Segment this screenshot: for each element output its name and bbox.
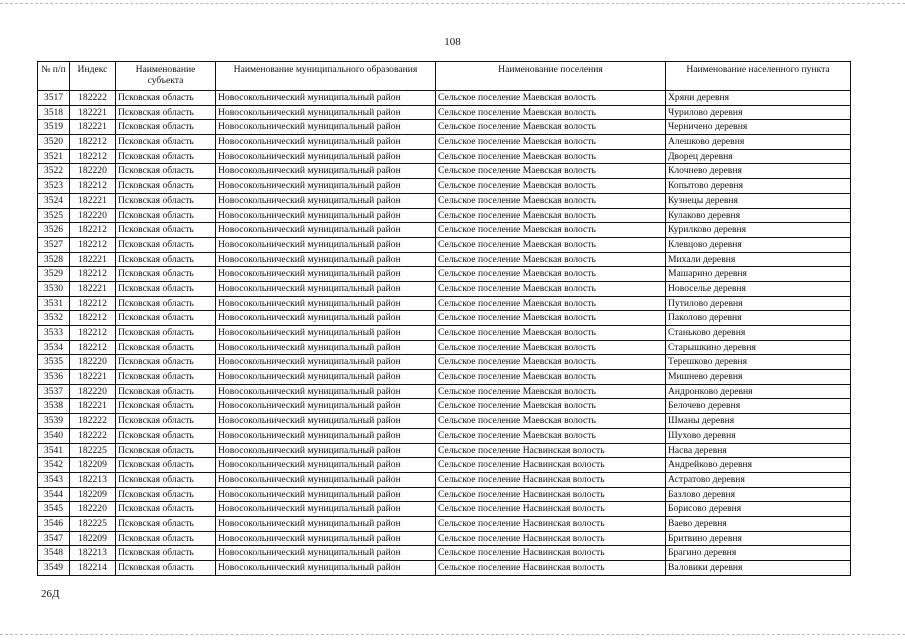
cell-municipality: Новосокольнический муниципальный район <box>216 281 436 296</box>
cell-settlement: Сельское поселение Маевская волость <box>436 267 666 282</box>
cell-number: 3544 <box>38 487 70 502</box>
cell-number: 3519 <box>38 120 70 135</box>
cell-settlement: Сельское поселение Маевская волость <box>436 414 666 429</box>
cell-index: 182212 <box>70 340 116 355</box>
cell-locality: Копытово деревня <box>666 179 851 194</box>
cell-municipality: Новосокольнический муниципальный район <box>216 472 436 487</box>
cell-locality: Черничено деревня <box>666 120 851 135</box>
cell-index: 182209 <box>70 458 116 473</box>
footer-code: 26Д <box>41 588 60 600</box>
cell-index: 182209 <box>70 487 116 502</box>
table-row <box>38 443 851 458</box>
table-row <box>38 164 851 179</box>
cell-subject: Псковская область <box>116 281 216 296</box>
cell-subject: Псковская область <box>116 91 216 106</box>
cell-number: 3532 <box>38 311 70 326</box>
cell-subject: Псковская область <box>116 311 216 326</box>
cell-subject: Псковская область <box>116 516 216 531</box>
cell-settlement: Сельское поселение Маевская волость <box>436 326 666 341</box>
cell-index: 182220 <box>70 164 116 179</box>
cell-settlement: Сельское поселение Маевская волость <box>436 193 666 208</box>
cell-locality: Кузнецы деревня <box>666 193 851 208</box>
cell-settlement: Сельское поселение Маевская волость <box>436 340 666 355</box>
cell-index: 182212 <box>70 267 116 282</box>
cell-locality: Кулаково деревня <box>666 208 851 223</box>
cell-number: 3546 <box>38 516 70 531</box>
cell-number: 3526 <box>38 223 70 238</box>
cell-locality: Шухово деревня <box>666 428 851 443</box>
cell-index: 182220 <box>70 355 116 370</box>
cell-number: 3539 <box>38 414 70 429</box>
scan-edge-top <box>0 3 905 4</box>
cell-municipality: Новосокольнический муниципальный район <box>216 267 436 282</box>
cell-locality: Чурилово деревня <box>666 105 851 120</box>
cell-number: 3534 <box>38 340 70 355</box>
cell-locality: Старышкино деревня <box>666 340 851 355</box>
table-row <box>38 472 851 487</box>
table-row <box>38 326 851 341</box>
cell-settlement: Сельское поселение Маевская волость <box>436 311 666 326</box>
table-row <box>38 193 851 208</box>
cell-index: 182221 <box>70 370 116 385</box>
cell-index: 182214 <box>70 561 116 576</box>
table-row <box>38 384 851 399</box>
cell-number: 3545 <box>38 502 70 517</box>
cell-index: 182221 <box>70 399 116 414</box>
table-row <box>38 179 851 194</box>
cell-index: 182221 <box>70 252 116 267</box>
cell-subject: Псковская область <box>116 326 216 341</box>
cell-index: 182212 <box>70 326 116 341</box>
cell-index: 182222 <box>70 414 116 429</box>
cell-locality: Новоселье деревня <box>666 281 851 296</box>
cell-number: 3542 <box>38 458 70 473</box>
table-row <box>38 135 851 150</box>
cell-locality: Михали деревня <box>666 252 851 267</box>
cell-index: 182212 <box>70 311 116 326</box>
cell-municipality: Новосокольнический муниципальный район <box>216 223 436 238</box>
cell-subject: Псковская область <box>116 120 216 135</box>
cell-settlement: Сельское поселение Маевская волость <box>436 237 666 252</box>
cell-settlement: Сельское поселение Маевская волость <box>436 91 666 106</box>
cell-number: 3518 <box>38 105 70 120</box>
cell-settlement: Сельское поселение Маевская волость <box>436 179 666 194</box>
cell-municipality: Новосокольнический муниципальный район <box>216 428 436 443</box>
cell-municipality: Новосокольнический муниципальный район <box>216 399 436 414</box>
cell-index: 182220 <box>70 208 116 223</box>
cell-locality: Машарино деревня <box>666 267 851 282</box>
cell-settlement: Сельское поселение Маевская волость <box>436 370 666 385</box>
cell-settlement: Сельское поселение Маевская волость <box>436 281 666 296</box>
cell-settlement: Сельское поселение Маевская волость <box>436 135 666 150</box>
table-row <box>38 105 851 120</box>
cell-municipality: Новосокольнический муниципальный район <box>216 237 436 252</box>
cell-subject: Псковская область <box>116 267 216 282</box>
cell-locality: Клевцово деревня <box>666 237 851 252</box>
cell-settlement: Сельское поселение Маевская волость <box>436 149 666 164</box>
table-row <box>38 340 851 355</box>
cell-index: 182213 <box>70 546 116 561</box>
cell-municipality: Новосокольнический муниципальный район <box>216 340 436 355</box>
cell-number: 3547 <box>38 531 70 546</box>
cell-index: 182212 <box>70 135 116 150</box>
cell-number: 3548 <box>38 546 70 561</box>
cell-index: 182221 <box>70 105 116 120</box>
cell-subject: Псковская область <box>116 487 216 502</box>
table-body <box>38 91 851 576</box>
cell-subject: Псковская область <box>116 149 216 164</box>
cell-municipality: Новосокольнический муниципальный район <box>216 296 436 311</box>
cell-municipality: Новосокольнический муниципальный район <box>216 105 436 120</box>
table-row <box>38 546 851 561</box>
cell-subject: Псковская область <box>116 355 216 370</box>
table-row <box>38 502 851 517</box>
cell-subject: Псковская область <box>116 296 216 311</box>
cell-index: 182212 <box>70 237 116 252</box>
cell-municipality: Новосокольнический муниципальный район <box>216 384 436 399</box>
settlements-table <box>37 61 851 576</box>
cell-locality: Клочнево деревня <box>666 164 851 179</box>
header-municipality: Наименование муниципального образования <box>216 62 436 91</box>
table-row <box>38 531 851 546</box>
table-row <box>38 428 851 443</box>
cell-index: 182212 <box>70 179 116 194</box>
cell-subject: Псковская область <box>116 135 216 150</box>
cell-number: 3530 <box>38 281 70 296</box>
cell-municipality: Новосокольнический муниципальный район <box>216 414 436 429</box>
cell-municipality: Новосокольнический муниципальный район <box>216 546 436 561</box>
cell-number: 3541 <box>38 443 70 458</box>
cell-subject: Псковская область <box>116 252 216 267</box>
table-row <box>38 311 851 326</box>
table-row <box>38 208 851 223</box>
cell-index: 182221 <box>70 281 116 296</box>
cell-number: 3523 <box>38 179 70 194</box>
cell-settlement: Сельское поселение Насвинская волость <box>436 531 666 546</box>
cell-number: 3529 <box>38 267 70 282</box>
cell-number: 3531 <box>38 296 70 311</box>
table-row <box>38 91 851 106</box>
table-row <box>38 252 851 267</box>
table-row <box>38 370 851 385</box>
cell-locality: Белочево деревня <box>666 399 851 414</box>
cell-locality: Дворец деревня <box>666 149 851 164</box>
cell-municipality: Новосокольнический муниципальный район <box>216 208 436 223</box>
cell-index: 182212 <box>70 149 116 164</box>
cell-subject: Псковская область <box>116 472 216 487</box>
cell-municipality: Новосокольнический муниципальный район <box>216 326 436 341</box>
cell-number: 3517 <box>38 91 70 106</box>
cell-locality: Андрейково деревня <box>666 458 851 473</box>
cell-number: 3535 <box>38 355 70 370</box>
cell-subject: Псковская область <box>116 164 216 179</box>
cell-settlement: Сельское поселение Маевская волость <box>436 164 666 179</box>
cell-number: 3540 <box>38 428 70 443</box>
cell-subject: Псковская область <box>116 458 216 473</box>
cell-number: 3520 <box>38 135 70 150</box>
cell-index: 182220 <box>70 502 116 517</box>
cell-municipality: Новосокольнический муниципальный район <box>216 91 436 106</box>
cell-locality: Андронково деревня <box>666 384 851 399</box>
cell-locality: Насва деревня <box>666 443 851 458</box>
cell-subject: Псковская область <box>116 546 216 561</box>
table-row <box>38 516 851 531</box>
cell-number: 3527 <box>38 237 70 252</box>
table-row <box>38 281 851 296</box>
cell-locality: Астратово деревня <box>666 472 851 487</box>
cell-index: 182221 <box>70 193 116 208</box>
cell-municipality: Новосокольнический муниципальный район <box>216 135 436 150</box>
cell-subject: Псковская область <box>116 193 216 208</box>
cell-index: 182212 <box>70 296 116 311</box>
table-row <box>38 414 851 429</box>
cell-number: 3536 <box>38 370 70 385</box>
cell-settlement: Сельское поселение Маевская волость <box>436 105 666 120</box>
cell-settlement: Сельское поселение Насвинская волость <box>436 472 666 487</box>
table-row <box>38 487 851 502</box>
cell-locality: Валовики деревня <box>666 561 851 576</box>
cell-locality: Паколово деревня <box>666 311 851 326</box>
cell-settlement: Сельское поселение Насвинская волость <box>436 546 666 561</box>
cell-locality: Шманы деревня <box>666 414 851 429</box>
cell-settlement: Сельское поселение Насвинская волость <box>436 502 666 517</box>
header-number: № п/п <box>38 62 70 91</box>
cell-locality: Брагино деревня <box>666 546 851 561</box>
cell-number: 3528 <box>38 252 70 267</box>
cell-number: 3549 <box>38 561 70 576</box>
cell-index: 182222 <box>70 91 116 106</box>
cell-municipality: Новосокольнический муниципальный район <box>216 355 436 370</box>
cell-settlement: Сельское поселение Маевская волость <box>436 428 666 443</box>
table-row <box>38 267 851 282</box>
header-subject: Наименование субъекта <box>116 62 216 91</box>
cell-municipality: Новосокольнический муниципальный район <box>216 458 436 473</box>
table-row <box>38 149 851 164</box>
cell-settlement: Сельское поселение Маевская волость <box>436 355 666 370</box>
cell-locality: Хряни деревня <box>666 91 851 106</box>
table-row <box>38 223 851 238</box>
cell-settlement: Сельское поселение Маевская волость <box>436 296 666 311</box>
cell-locality: Алешково деревня <box>666 135 851 150</box>
table-row <box>38 355 851 370</box>
cell-subject: Псковская область <box>116 443 216 458</box>
cell-municipality: Новосокольнический муниципальный район <box>216 487 436 502</box>
cell-municipality: Новосокольнический муниципальный район <box>216 531 436 546</box>
cell-number: 3543 <box>38 472 70 487</box>
cell-municipality: Новосокольнический муниципальный район <box>216 443 436 458</box>
table-row <box>38 561 851 576</box>
table-row <box>38 458 851 473</box>
cell-settlement: Сельское поселение Насвинская волость <box>436 458 666 473</box>
cell-municipality: Новосокольнический муниципальный район <box>216 516 436 531</box>
table-row <box>38 399 851 414</box>
cell-locality: Борисово деревня <box>666 502 851 517</box>
cell-municipality: Новосокольнический муниципальный район <box>216 311 436 326</box>
cell-number: 3525 <box>38 208 70 223</box>
cell-locality: Терешково деревня <box>666 355 851 370</box>
cell-settlement: Сельское поселение Насвинская волость <box>436 516 666 531</box>
cell-settlement: Сельское поселение Насвинская волость <box>436 487 666 502</box>
cell-number: 3537 <box>38 384 70 399</box>
cell-locality: Станьково деревня <box>666 326 851 341</box>
cell-subject: Псковская область <box>116 370 216 385</box>
scan-edge-bottom <box>0 634 905 635</box>
cell-locality: Ваево деревня <box>666 516 851 531</box>
header-index: Индекс <box>70 62 116 91</box>
cell-index: 182221 <box>70 120 116 135</box>
cell-number: 3538 <box>38 399 70 414</box>
page-number: 108 <box>444 36 461 48</box>
cell-subject: Псковская область <box>116 414 216 429</box>
cell-municipality: Новосокольнический муниципальный район <box>216 120 436 135</box>
cell-subject: Псковская область <box>116 531 216 546</box>
table-row <box>38 237 851 252</box>
cell-number: 3521 <box>38 149 70 164</box>
cell-subject: Псковская область <box>116 428 216 443</box>
table-row <box>38 296 851 311</box>
cell-locality: Курилково деревня <box>666 223 851 238</box>
cell-number: 3524 <box>38 193 70 208</box>
cell-settlement: Сельское поселение Маевская волость <box>436 208 666 223</box>
cell-index: 182212 <box>70 223 116 238</box>
cell-index: 182213 <box>70 472 116 487</box>
cell-subject: Псковская область <box>116 561 216 576</box>
cell-locality: Мишнево деревня <box>666 370 851 385</box>
cell-index: 182220 <box>70 384 116 399</box>
cell-index: 182209 <box>70 531 116 546</box>
cell-index: 182225 <box>70 516 116 531</box>
cell-settlement: Сельское поселение Маевская волость <box>436 399 666 414</box>
cell-subject: Псковская область <box>116 223 216 238</box>
cell-subject: Псковская область <box>116 105 216 120</box>
cell-subject: Псковская область <box>116 179 216 194</box>
cell-locality: Бритвино деревня <box>666 531 851 546</box>
table-header-row <box>38 62 851 91</box>
cell-settlement: Сельское поселение Маевская волость <box>436 223 666 238</box>
cell-municipality: Новосокольнический муниципальный район <box>216 193 436 208</box>
cell-index: 182222 <box>70 428 116 443</box>
cell-subject: Псковская область <box>116 502 216 517</box>
cell-municipality: Новосокольнический муниципальный район <box>216 179 436 194</box>
cell-settlement: Сельское поселение Маевская волость <box>436 120 666 135</box>
cell-subject: Псковская область <box>116 208 216 223</box>
header-locality: Наименование населенного пункта <box>666 62 851 91</box>
cell-municipality: Новосокольнический муниципальный район <box>216 149 436 164</box>
cell-municipality: Новосокольнический муниципальный район <box>216 502 436 517</box>
cell-municipality: Новосокольнический муниципальный район <box>216 252 436 267</box>
cell-settlement: Сельское поселение Насвинская волость <box>436 561 666 576</box>
cell-locality: Базлово деревня <box>666 487 851 502</box>
cell-number: 3522 <box>38 164 70 179</box>
cell-municipality: Новосокольнический муниципальный район <box>216 164 436 179</box>
cell-subject: Псковская область <box>116 384 216 399</box>
cell-number: 3533 <box>38 326 70 341</box>
cell-settlement: Сельское поселение Маевская волость <box>436 252 666 267</box>
cell-subject: Псковская область <box>116 237 216 252</box>
table-row <box>38 120 851 135</box>
cell-locality: Путилово деревня <box>666 296 851 311</box>
cell-subject: Псковская область <box>116 340 216 355</box>
cell-municipality: Новосокольнический муниципальный район <box>216 370 436 385</box>
cell-settlement: Сельское поселение Насвинская волость <box>436 443 666 458</box>
header-settlement: Наименование поселения <box>436 62 666 91</box>
cell-settlement: Сельское поселение Маевская волость <box>436 384 666 399</box>
cell-index: 182225 <box>70 443 116 458</box>
cell-municipality: Новосокольнический муниципальный район <box>216 561 436 576</box>
cell-subject: Псковская область <box>116 399 216 414</box>
table-header <box>38 62 851 91</box>
